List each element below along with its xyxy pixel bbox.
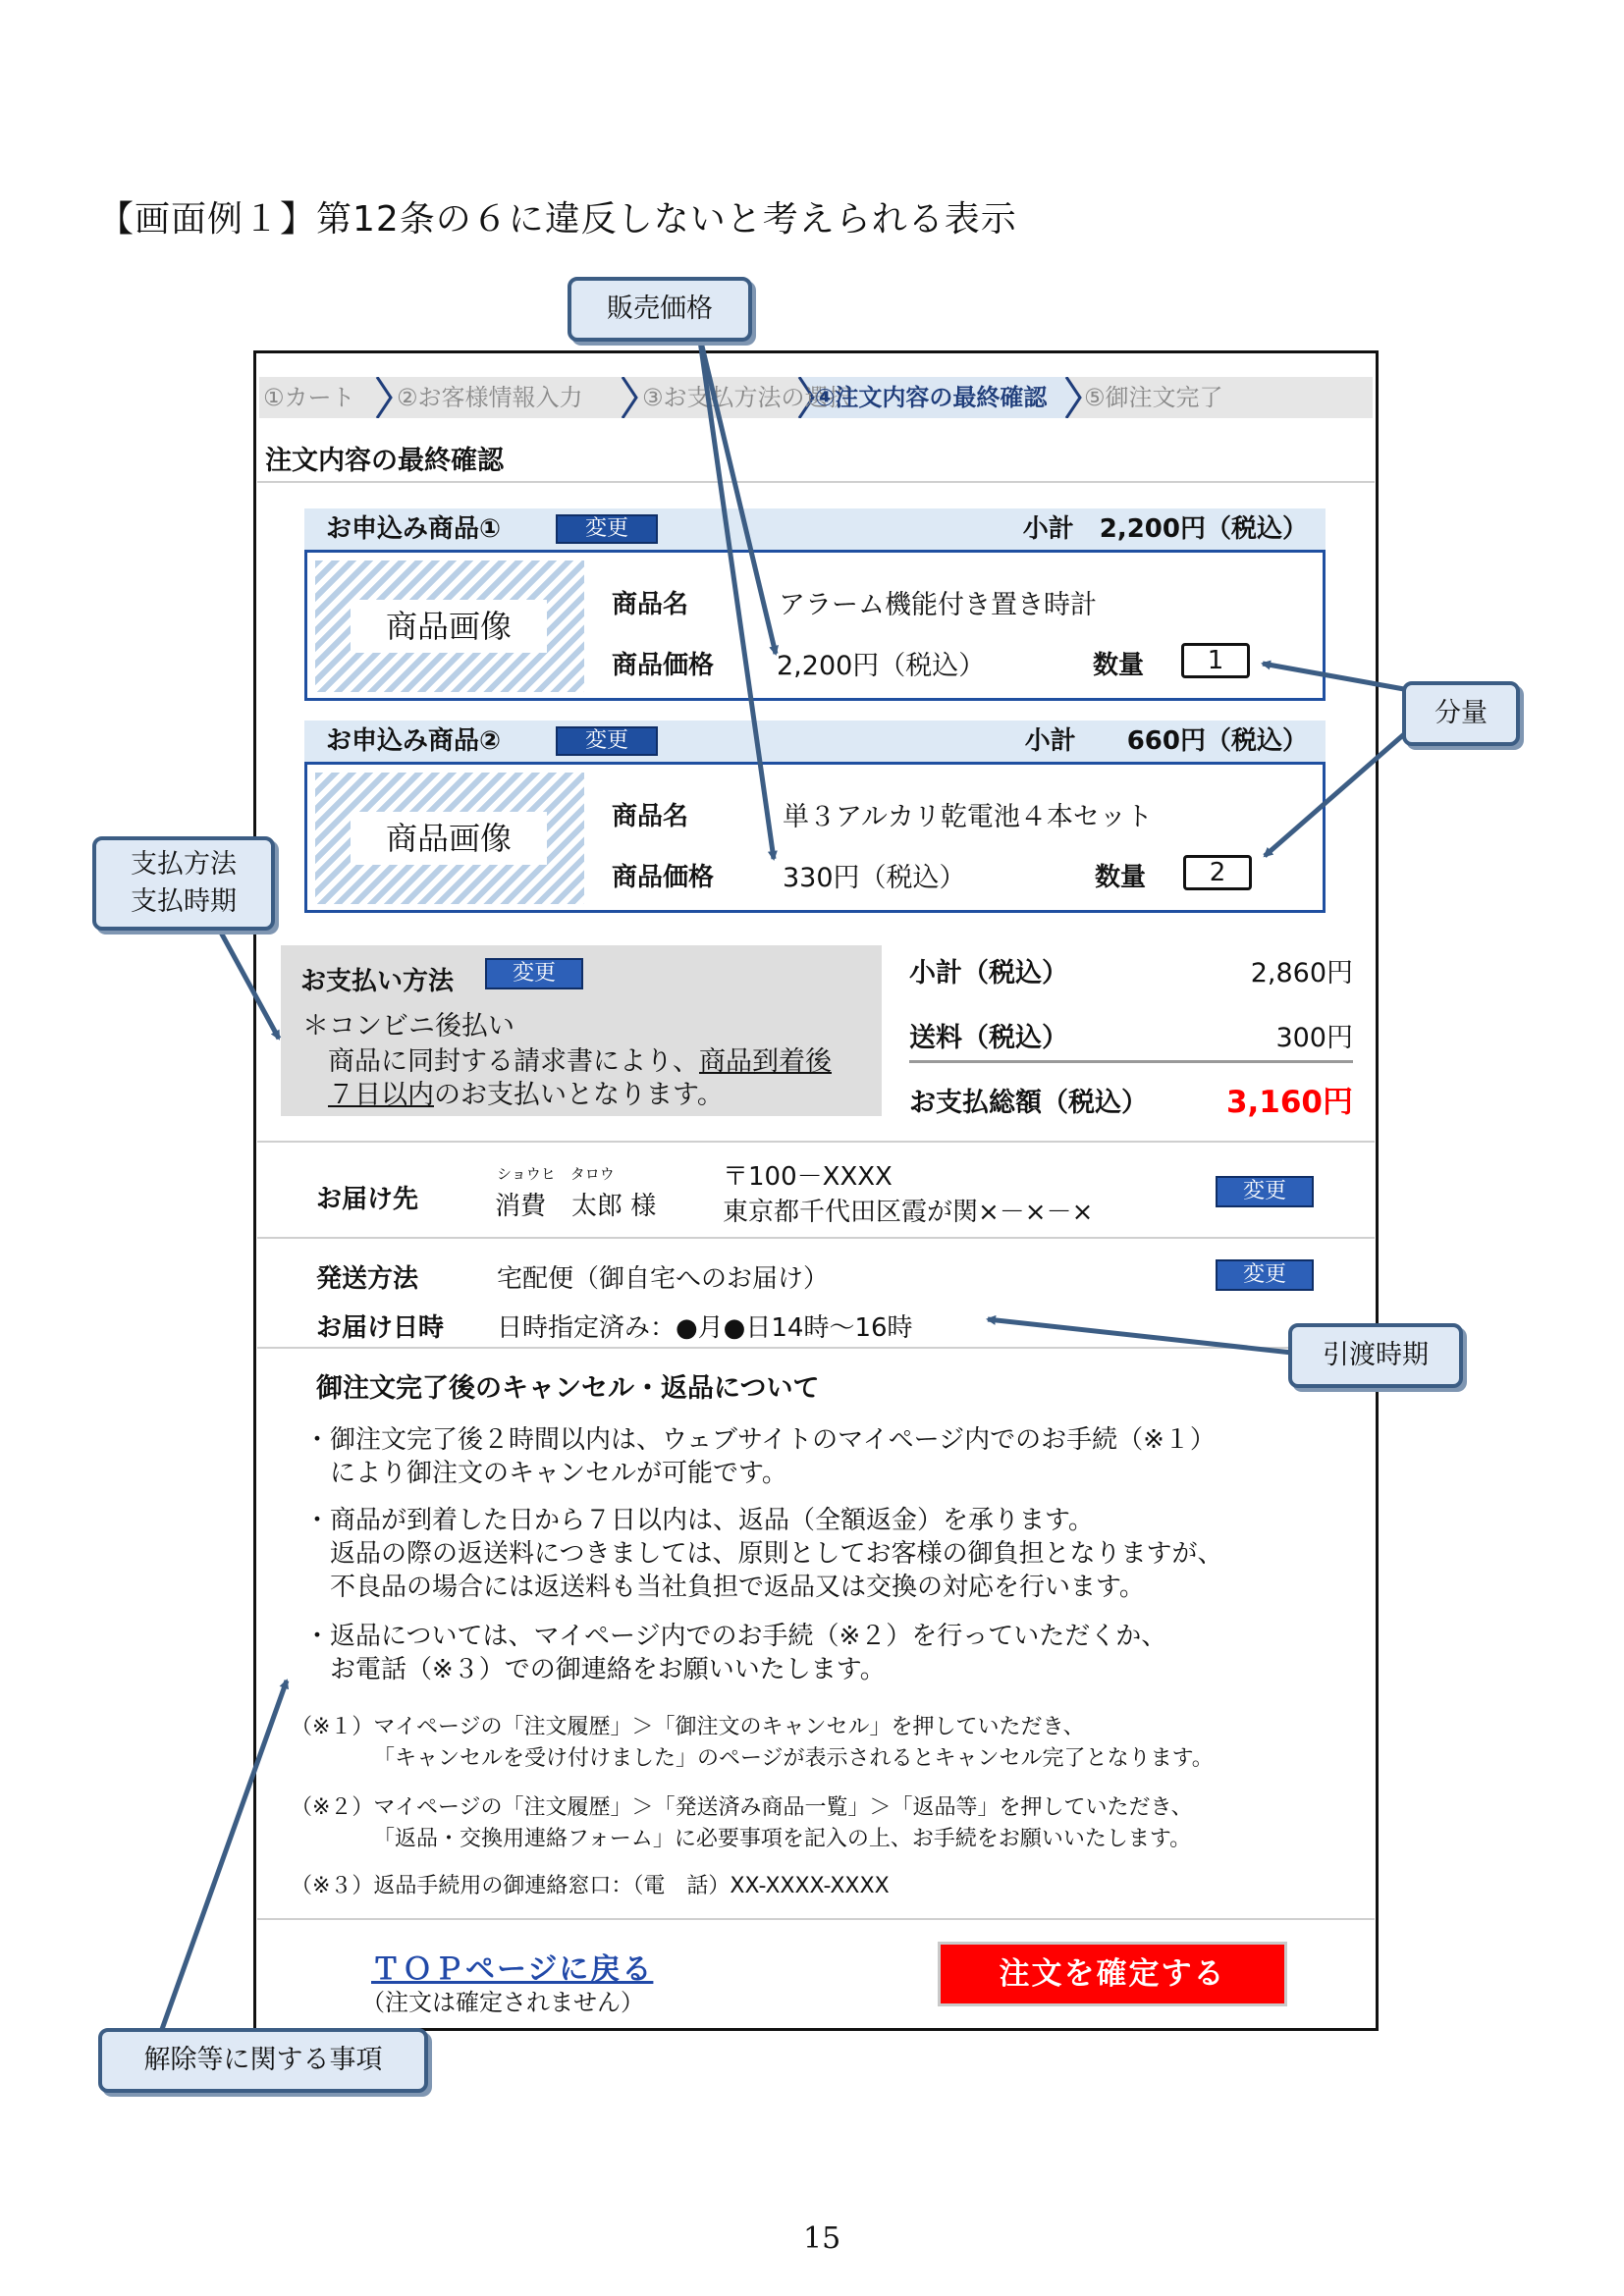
product-2-change-button[interactable]: 変更	[556, 726, 658, 756]
arrow-delivery-time	[988, 1319, 1292, 1353]
product-1-qty-label: 数量	[1093, 651, 1145, 680]
callout-payment-method: 支払方法	[131, 849, 237, 880]
footnote-2-line-2: 「返品・交換用連絡フォーム」に必要事項を記入の上、お手続をお願いいたします。	[373, 1827, 1192, 1851]
callout-delivery-time: 引渡時期	[1288, 1323, 1463, 1388]
callout-payment-timing: 支払時期	[131, 886, 237, 917]
footnote-1-line-1: （※１）マイページの「注文履歴」＞「御注文のキャンセル」を押していただき、	[291, 1715, 1085, 1739]
step-5: ⑤御注文完了	[1084, 384, 1223, 411]
shipping-fee-value: 300円	[1275, 1023, 1353, 1053]
payment-method-title: お支払い方法	[300, 967, 455, 996]
payment-deadline-underline-2: ７日以内	[328, 1080, 434, 1110]
policy-bullet-2-line-2: 返品の際の返送料につきましては、原則としてお客様の御負担となりますが、	[330, 1539, 1223, 1569]
policy-bullet-1-line-1: ・御注文完了後２時間以内は、ウェブサイトのマイページ内でのお手続（※１）	[304, 1425, 1216, 1455]
policy-bullet-2-line-3: 不良品の場合には返送料も当社負担で返品又は交換の対応を行います。	[330, 1573, 1145, 1602]
cancel-policy-title: 御注文完了後のキャンセル・返品について	[316, 1373, 820, 1404]
grand-total-value: 3,160円	[1225, 1085, 1353, 1120]
document-title: 【画面例１】第12条の６に違反しないと考えられる表示	[98, 199, 1017, 240]
product-1-name: アラーム機能付き置き時計	[779, 590, 1097, 620]
recipient-name: 消費 太郎 様	[495, 1192, 657, 1221]
product-1-title: お申込み商品①	[326, 514, 502, 544]
product-2-image-label: 商品画像	[351, 812, 547, 865]
shipping-method-value: 宅配便（御自宅へのお届け）	[497, 1264, 830, 1294]
shipping-method-label: 発送方法	[316, 1264, 419, 1294]
policy-bullet-3-line-2: お電話（※３）での御連絡をお願いいたします。	[330, 1655, 886, 1684]
policy-bullet-3-line-1: ・返品については、マイページ内でのお手続（※２）を行っていただくか、	[304, 1622, 1167, 1651]
arrow-payment	[220, 931, 279, 1039]
arrow-qty-1	[1263, 664, 1404, 689]
payment-change-button[interactable]: 変更	[485, 958, 583, 989]
arrow-cancel	[161, 1681, 287, 2032]
payment-timing-line-1: 商品に同封する請求書により、商品到着後	[328, 1046, 832, 1077]
delivery-zip: 〒100－XXXX	[723, 1162, 893, 1192]
step-2: ②お客様情報入力	[397, 384, 583, 411]
footnote-2-line-1: （※２）マイページの「注文履歴」＞「発送済み商品一覧」＞「返品等」を押していただき、	[291, 1795, 1193, 1820]
step-1: ①カート	[263, 384, 355, 411]
page-number: 15	[803, 2221, 841, 2256]
product-2-name: 単３アルカリ乾電池４本セット	[783, 802, 1153, 832]
delivery-address: 東京都千代田区霞が関×－×－×	[723, 1198, 1094, 1227]
callout-quantity: 分量	[1402, 681, 1520, 746]
payment-timing-line-2: ７日以内のお支払いとなります。	[328, 1080, 724, 1110]
product-1-qty-field[interactable]: 1	[1181, 643, 1250, 678]
grand-total-label: お支払総額（税込）	[909, 1088, 1148, 1118]
product-2-qty-label: 数量	[1095, 863, 1147, 892]
step-4-current: ④注文内容の最終確認	[815, 384, 1048, 411]
product-2-title: お申込み商品②	[326, 726, 502, 756]
subtotal-label: 小計（税込）	[909, 958, 1068, 988]
shipping-change-button[interactable]: 変更	[1216, 1259, 1314, 1291]
back-to-top-note: （注文は確定されません）	[361, 1989, 644, 2016]
delivery-date-value: 日時指定済み：●月●日14時～16時	[497, 1313, 913, 1343]
product-2-name-label: 商品名	[612, 802, 689, 831]
footnote-3: （※３）返品手続用の御連絡窓口：（電 話）XX-XXXX-XXXX	[291, 1874, 890, 1898]
payment-deadline-underline-1: 商品到着後	[699, 1046, 832, 1077]
delivery-change-button[interactable]: 変更	[1216, 1176, 1314, 1207]
recipient-ruby: ショウヒ タロウ	[497, 1165, 615, 1183]
callout-sales-price: 販売価格	[568, 277, 752, 342]
product-2-subtotal: 小計 660円（税込）	[1024, 726, 1308, 756]
confirm-order-button[interactable]: 注文を確定する	[938, 1942, 1287, 2006]
product-1-change-button[interactable]: 変更	[556, 514, 658, 544]
arrow-qty-2	[1265, 734, 1404, 856]
product-1-image-label: 商品画像	[351, 600, 547, 653]
product-1-price: 2,200円（税込）	[777, 651, 986, 681]
callout-payment	[92, 836, 275, 931]
subtotal-value: 2,860円	[1250, 958, 1353, 988]
shipping-fee-label: 送料（税込）	[909, 1023, 1068, 1053]
product-1-subtotal: 小計 2,200円（税込）	[1022, 514, 1308, 544]
back-to-top-link[interactable]: ＴＯＰページに戻る	[371, 1952, 654, 1987]
product-2-qty-field[interactable]: 2	[1183, 855, 1252, 890]
step-3: ③お支払方法の選択	[642, 384, 852, 411]
footnote-1-line-2: 「キャンセルを受け付けました」のページが表示されるとキャンセル完了となります。	[373, 1746, 1214, 1771]
delivery-address-label: お届け先	[316, 1185, 419, 1214]
product-1-name-label: 商品名	[612, 590, 689, 619]
product-2-price-label: 商品価格	[612, 863, 715, 892]
product-1-price-label: 商品価格	[612, 651, 715, 680]
payment-method-value: ＊コンビニ後払い	[302, 1011, 514, 1041]
product-2-price: 330円（税込）	[783, 863, 966, 893]
delivery-date-label: お届け日時	[316, 1313, 445, 1343]
policy-bullet-1-line-2: により御注文のキャンセルが可能です。	[330, 1459, 787, 1488]
screen-title: 注文内容の最終確認	[265, 446, 504, 476]
callout-cancellation: 解除等に関する事項	[98, 2028, 428, 2093]
policy-bullet-2-line-1: ・商品が到着した日から７日以内は、返品（全額返金）を承ります。	[304, 1506, 1094, 1535]
